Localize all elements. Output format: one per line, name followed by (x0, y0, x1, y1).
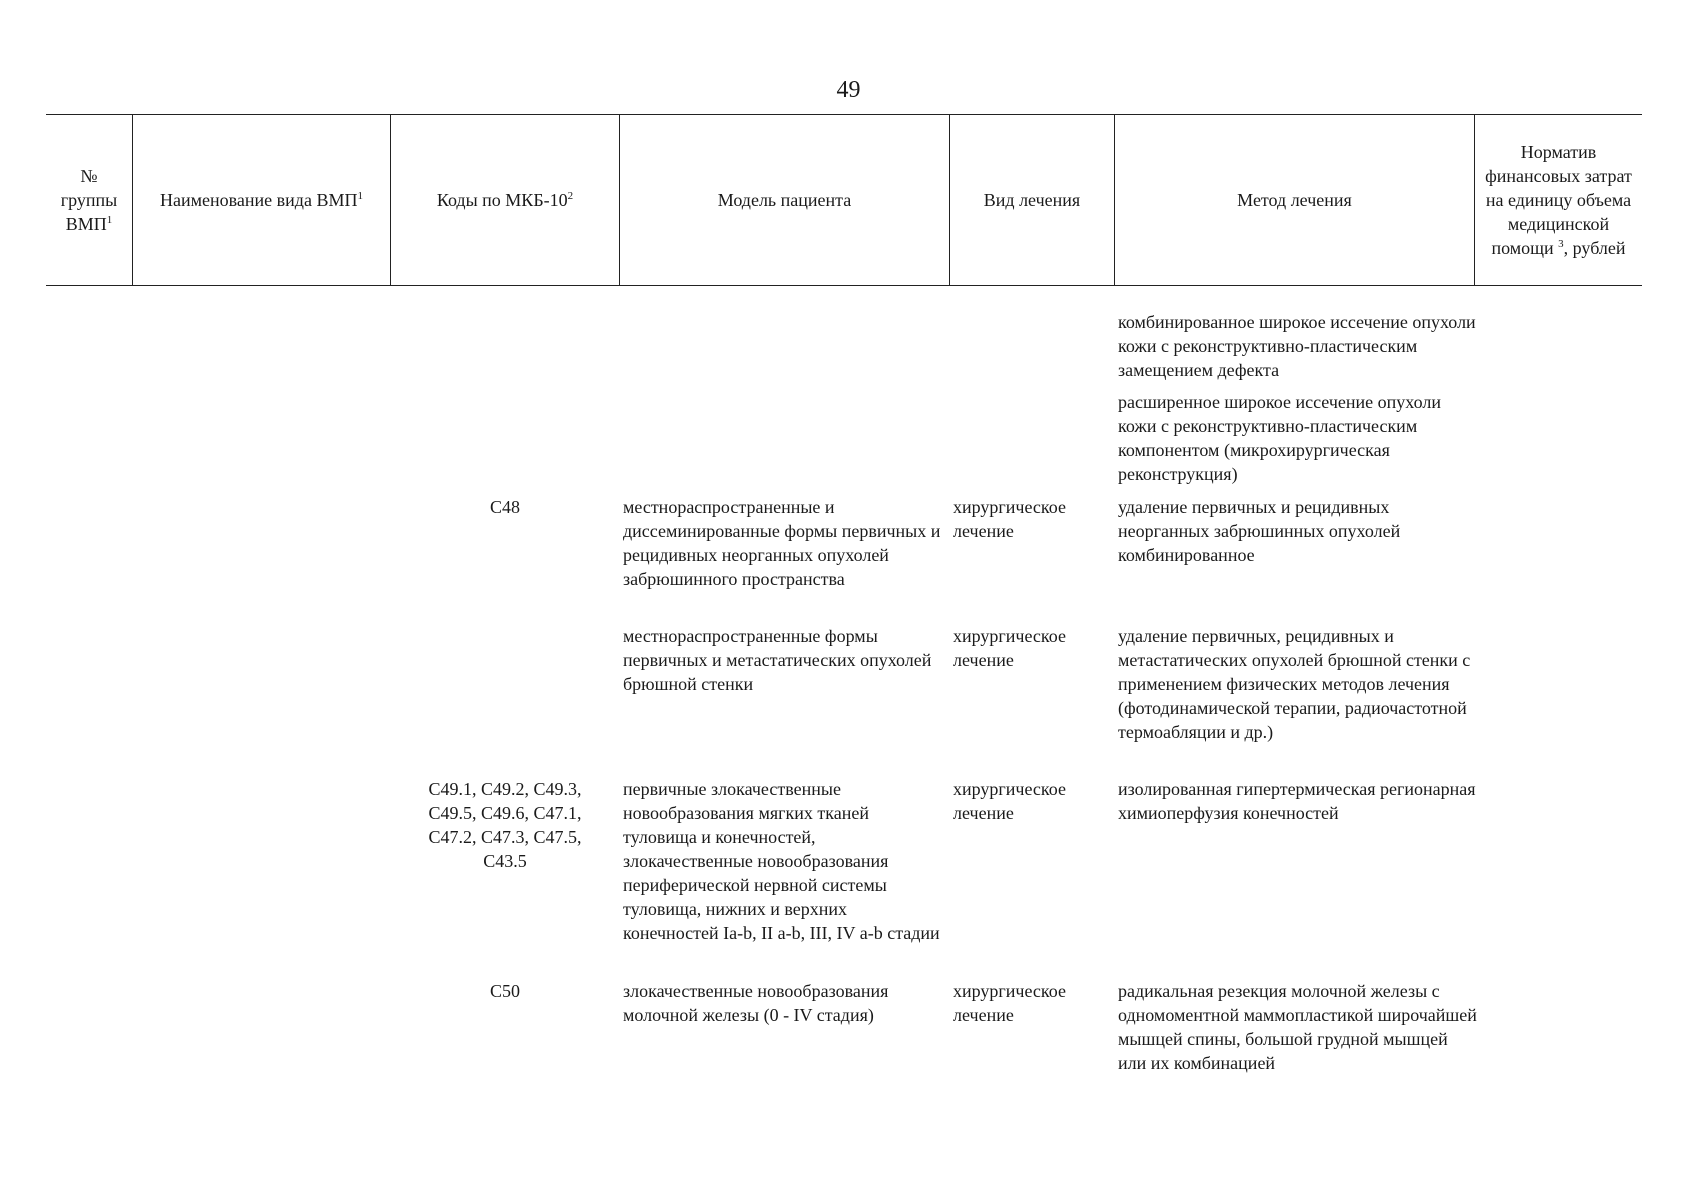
table-header (46, 114, 1642, 286)
patient-model-cell: местнораспространенные формы первичных и метастатических опухолей брюшной стенки (623, 626, 932, 694)
header-patient-model: Модель пациента (619, 115, 949, 285)
table-row (0, 777, 1697, 979)
header-cost-norm: Норматив финансовых затрат на единицу объема медицинской помощи $^3$, рублей (1474, 115, 1642, 285)
header-icd-codes: Коды по МКБ-$10^2$ (390, 115, 619, 285)
header-treatment-kind: Вид лечения (949, 115, 1114, 285)
treatment-kind-cell: хирургическое лечение (953, 981, 1066, 1025)
patient-model-cell: первичные злокачественные новообразования мягких тканей туловища и конечностей, злокачественные новообразования периферической нервной системы туловища, нижних и верхних конечностей Ia-b, II a-b, III, IV a-b стадии (623, 779, 940, 943)
table-row (0, 979, 1697, 1089)
table-body (0, 310, 1697, 1089)
page-number: 49 (836, 77, 861, 103)
table-row (0, 310, 1697, 390)
table-row (0, 624, 1697, 777)
treatment-method-cell: изолированная гипертермическая регионарная химиоперфузия конечностей (1118, 779, 1476, 823)
icd-codes-cell: C49.1, C49.2, C49.3, C49.5, C49.6, C47.1, C47.2, C47.3, C47.5, C43.5 (428, 779, 582, 871)
header-treatment-method: Метод лечения (1114, 115, 1474, 285)
treatment-kind-cell: хирургическое лечение (953, 779, 1066, 823)
table-row (0, 390, 1697, 495)
treatment-method-cell: комбинированное широкое иссечение опухоли кожи с реконструктивно-пластическим замещением дефекта (1118, 312, 1476, 380)
patient-model-cell: местнораспространенные и диссеминированные формы первичных и рецидивных неорганных опухолей забрюшинного пространства (623, 497, 941, 589)
header-group-no: № группы ВМП$^1$ (60, 166, 118, 234)
icd-codes-cell: C50 (489, 981, 520, 1001)
treatment-method-cell: удаление первичных, рецидивных и метастатических опухолей брюшной стенки с применением физических методов лечения (фотодинамической терапии, радиочастотной термоабляции и др.) (1118, 626, 1471, 742)
treatment-kind-cell: хирургическое лечение (953, 626, 1066, 670)
table-row (0, 495, 1697, 624)
icd-codes-cell: C48 (489, 497, 520, 517)
header-vmp-name: Наименование вида ВМП$^1$ (132, 115, 390, 285)
patient-model-cell: злокачественные новообразования молочной железы (0 - IV стадия) (623, 981, 889, 1025)
treatment-method-cell: удаление первичных и рецидивных неорганных забрюшинных опухолей комбинированное (1118, 497, 1401, 565)
treatment-kind-cell: хирургическое лечение (953, 497, 1066, 541)
treatment-method-cell: расширенное широкое иссечение опухоли кожи с реконструктивно-пластическим компонентом (микрохирургическая реконструкция) (1118, 392, 1441, 484)
treatment-method-cell: радикальная резекция молочной железы с одномоментной маммопластикой широчайшей мышцей спины, большой грудной мышцей или их комбинацией (1118, 981, 1477, 1073)
